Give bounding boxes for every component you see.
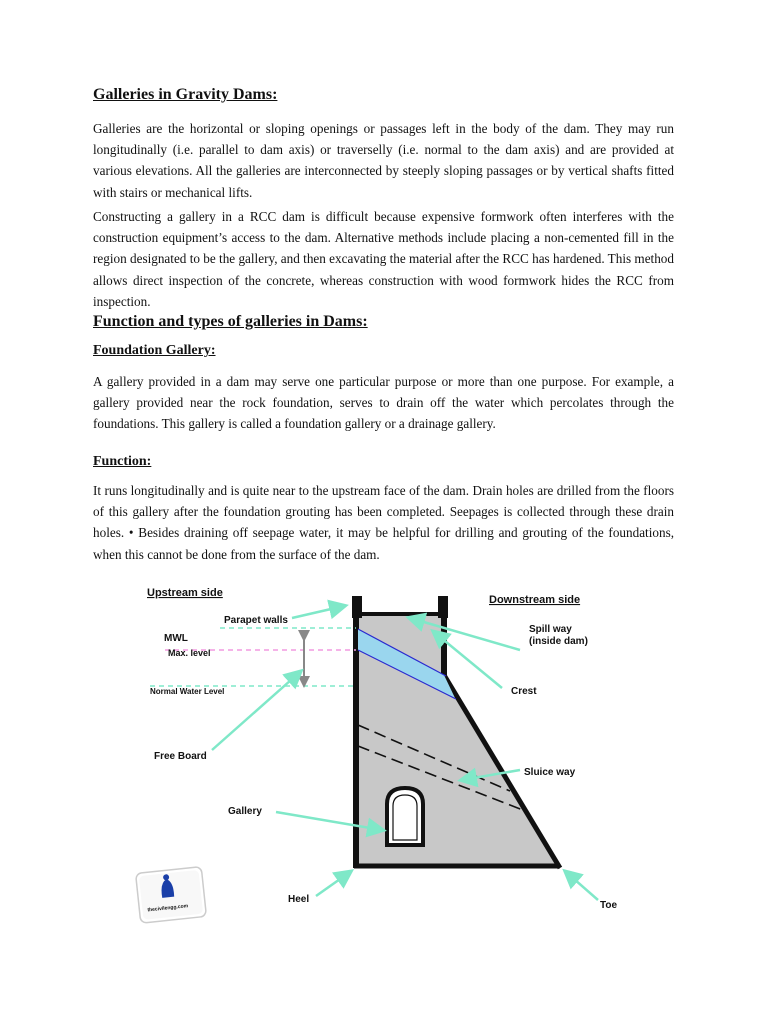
section-heading-function-types: Function and types of galleries in Dams:	[93, 313, 368, 330]
label-gallery: Gallery	[228, 806, 262, 817]
free-board-pointer	[212, 672, 300, 750]
toe-arrow	[566, 872, 598, 900]
paragraph-function: It runs longitudinally and is quite near to the upstream face of the dam. Drain holes are drilled from the floors of this gallery after the foundation grouting has been completed. Seepages is collected through these drain holes. • Besides draining off seepage water, it may be helpful for drilling and grouting of the foundations, when this cannot be done from the surface of the dam.	[93, 483, 674, 562]
label-heel: Heel	[288, 894, 310, 905]
parapet-arrow	[292, 606, 344, 618]
page-title: Galleries in Gravity Dams:	[93, 86, 278, 103]
label-crest: Crest	[511, 686, 537, 697]
label-parapet: Parapet walls	[224, 615, 288, 626]
label-downstream: Downstream side	[489, 594, 581, 606]
logo-text: thecivilengg.com	[147, 903, 189, 914]
label-spillway-1: Spill way	[529, 624, 572, 635]
label-max-level: Max. level	[168, 648, 211, 658]
label-spillway-2: (inside dam)	[529, 636, 588, 647]
subheading-function: Function:	[93, 454, 152, 469]
site-logo	[136, 867, 207, 924]
heel-arrow	[316, 872, 350, 896]
label-toe: Toe	[600, 900, 618, 911]
label-free-board: Free Board	[154, 751, 207, 762]
label-mwl: MWL	[164, 633, 188, 644]
subheading-foundation-gallery: Foundation Gallery:	[93, 343, 216, 358]
paragraph-rcc-construction: Constructing a gallery in a RCC dam is difficult because expensive formwork often interferes with the construction equipment’s access to the dam. Alternative methods include placing a non-cemented fill in the region designated to be the gallery, and then excavating the material after the RCC has hardened. This method allows direct inspection of the concrete, whereas construction with wood formwork hides the RCC from inspection.	[93, 209, 674, 309]
label-sluice: Sluice way	[524, 767, 576, 778]
label-upstream: Upstream side	[147, 587, 223, 599]
paragraph-galleries-intro: Galleries are the horizontal or sloping openings or passages left in the body of the dam. They may run longitudinally (i.e. parallel to dam axis) or traverselly (i.e. normal to the dam axis) and are provided at various elevations. All the galleries are interconnected by steeply sloping passages or by vertical shafts fitted with stairs or mechanical lifts.	[93, 121, 674, 200]
label-normal-level: Normal Water Level	[150, 687, 225, 696]
paragraph-foundation-gallery: A gallery provided in a dam may serve one particular purpose or more than one purpose. For example, a gallery provided near the rock foundation, serves to drain off the water which percolates through the foundations. This gallery is called a foundation gallery or a drainage gallery.	[93, 374, 674, 432]
